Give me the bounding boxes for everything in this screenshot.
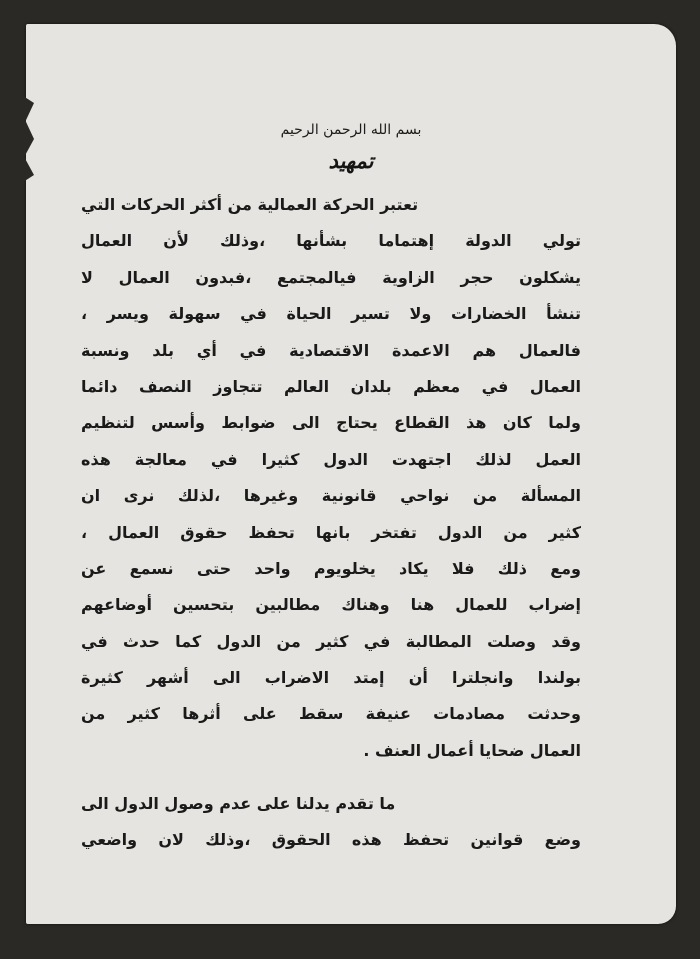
text-line: العمال ضحايا أعمال العنف . [363,740,581,760]
text-line: المسألة من نواحي قانونية وغيرها ،لذلك نرى ان [81,486,581,506]
text-line: يشكلون حجر الزاوية فيالمجتمع ،فبدون العمال لا [81,267,581,287]
basmala-header: بسم الله الرحمن الرحيم [280,122,422,138]
text-line: تولي الدولة إهتماما بشأنها ،وذلك لأن العمال [81,231,581,251]
text-line: العمال في معظم بلدان العالم تتجاوز النصف دائما [81,376,581,396]
text-line: تعتبر الحركة العمالية من أكثر الحركات التي [81,195,419,214]
document-page [26,24,676,924]
body-paragraph-2 [81,786,581,859]
text-line: تنشأ الخضارات ولا تسير الحياة في سهولة ويسر ، [81,304,581,324]
document-heading: تمهيد [328,148,374,173]
text-line: ولما كان هذ القطاع يحتاج الى ضوابط وأسس لتنظيم [81,413,581,433]
body-paragraph-1 [81,187,581,769]
text-line: العمل لذلك اجتهدت الدول كثيرا في معالجة هذه [81,449,581,469]
text-line: وضع قوانين تحفظ هذه الحقوق ،وذلك لان واضعي [81,830,581,850]
text-line: ومع ذلك فلا يكاد يخلويوم واحد حتى نسمع عن [81,558,581,578]
text-line: إضراب للعمال هنا وهناك مطالبين بتحسين أوضاعهم [81,595,581,615]
text-line: كثير من الدول تفتخر بانها تحفظ حقوق العمال ، [81,522,581,542]
text-line: وقد وصلت المطالبة في كثير من الدول كما حدث في [81,631,581,651]
text-line: فالعمال هم الاعمدة الاقتصادية في أي بلد ونسبة [81,340,581,360]
text-line: بولندا وانجلترا أن إمتد الاضراب الى أشهر كثيرة [81,668,581,688]
text-line: وحدثت مصادمات عنيفة سقط على أثرها كثير من [81,704,581,724]
text-line: ما تقدم يدلنا على عدم وصول الدول الى [81,794,396,813]
